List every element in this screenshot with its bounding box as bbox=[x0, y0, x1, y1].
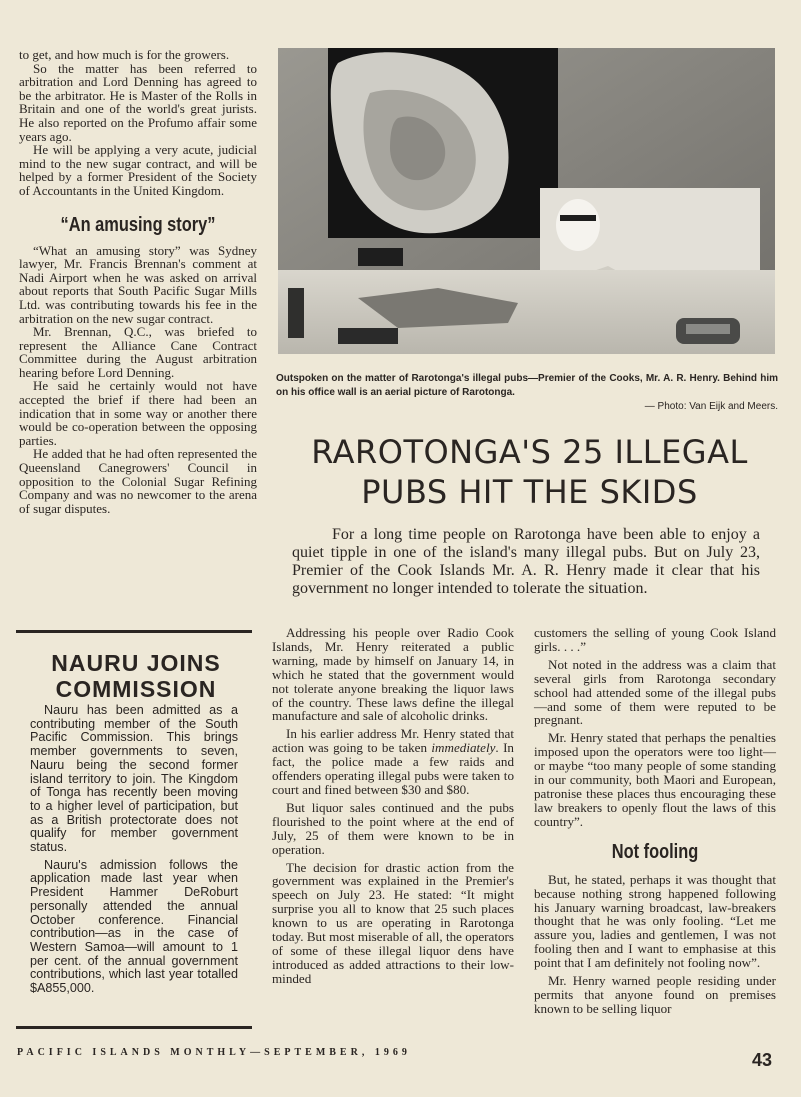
emphasis: immediately bbox=[431, 740, 496, 756]
left-column bbox=[19, 48, 257, 515]
paragraph: customers the selling of young Cook Island girls. . . .” bbox=[534, 625, 776, 654]
paragraph bbox=[272, 727, 514, 797]
standfirst-text: For a long time people on Rarotonga have been able to enjoy a quiet tipple in one of the island's many illegal pubs. But on July 23, Premier of the Cook Islands Mr. A. R. Henry made it clear that his government no longer intended to tolerate the situation. bbox=[292, 526, 760, 597]
paragraph: Mr. Brennan, Q.C., was briefed to represent the Alliance Cane Contract Committee during the August arbitration hearing before Lord Denning. bbox=[19, 324, 257, 380]
paragraph: Nauru's admission follows the application made last year when President Hammer DeRoburt personally attended the annual October conference. Financial contribution—as in the case of Western Samoa—will amount to 1 per cent. of the annual government contributions, which last year totalled $A855,000. bbox=[30, 857, 238, 996]
paragraph: to get, and how much is for the growers. bbox=[19, 47, 230, 62]
paragraph: Mr. Henry warned people residing under permits that anyone found on premises known to be selling liquor bbox=[534, 973, 776, 1016]
paragraph: “What an amusing story” was Sydney lawyer, Mr. Francis Brennan's comment at Nadi Airport when he was asked on arrival about reports that South Pacific Sugar Mills Ltd. was contributing towards his fee in the arbitration on the new sugar contract. bbox=[19, 242, 257, 326]
divider-rule bbox=[16, 630, 252, 633]
photo-credit: — Photo: Van Eijk and Meers. bbox=[644, 401, 778, 412]
paragraph: He added that he had often represented the Queensland Canegrowers' Council in opposition to the Colonial Sugar Refining Company and was no newcomer to the arena of sugar disputes. bbox=[19, 446, 257, 516]
paragraph: The decision for drastic action from the government was explained in the Premier's speech on July 23. He stated: “It might surprise you all to know that 25 such places known to us are operating in Rarotonga today. But most miserable of all, the operators of some of these illegal liquor dens have introduced as added attractions to their low-minded bbox=[272, 859, 514, 986]
caption-text: Outspoken on the matter of Rarotonga's illegal pubs—Premier of the Cooks, Mr. A. R. Henry. Behind him on his office wall is an aerial picture of Rarotonga. bbox=[276, 373, 778, 398]
paragraph: Nauru has been admitted as a contributing member of the South Pacific Commission. This brings member governments to seven, Nauru being the second former island territory to join. The Kingdom of Tonga has recently been moving to a higher level of participation, but as a British protectorate does not qualify for member government status. bbox=[30, 703, 238, 855]
paragraph: Mr. Henry stated that perhaps the penalties imposed upon the operators were too light—or maybe “too many people of some standing in our community, both Maori and European, patronise these places thus encouraging these law breakers to openly flout the laws of this country”. bbox=[534, 730, 776, 829]
page-number: 43 bbox=[752, 1050, 773, 1070]
headline-line: RAROTONGA'S 25 ILLEGAL bbox=[311, 433, 748, 471]
right-column bbox=[534, 626, 776, 1020]
premier-photo bbox=[278, 48, 775, 354]
paragraph: So the matter has been referred to arbitration and Lord Denning has agreed to be the arbitrator. He is Master of the Rolls in Britain and one of the world's great jurists. He also reported on the Profumo affair some years ago. bbox=[19, 60, 257, 144]
paragraph: But, he stated, perhaps it was thought that because nothing strong happened following his January warning broadcast, law-breakers thought that he was only fooling. “Let me assure you, ladies and gentlemen, I was not fooling then and I want to emphasise at this point that I am definitely not fooling now”. bbox=[534, 871, 776, 971]
paragraph: Addressing his people over Radio Cook Islands, Mr. Henry reiterated a public warning, made by himself on January 14, in which he stated that the government would not tolerate anyone breaking the liquor laws of the country. These laws define the illegal manufacture and sale of alcoholic drinks. bbox=[272, 625, 514, 724]
middle-column bbox=[272, 626, 514, 990]
section-heading-amusing-story: “An amusing story” bbox=[60, 213, 216, 236]
photo-illustration bbox=[278, 48, 775, 354]
photo-caption bbox=[276, 372, 778, 414]
main-headline bbox=[282, 432, 777, 512]
standfirst bbox=[292, 526, 760, 598]
nauru-headline: NAURU JOINS COMMISSION bbox=[51, 650, 221, 702]
section-heading-not-fooling: Not fooling bbox=[611, 840, 699, 863]
text-run: . In fact, the police made a few raids and offenders operating illegal pubs were taken to court and fined between $30 and $80. bbox=[272, 740, 514, 797]
paragraph: Not noted in the address was a claim that several girls from Rarotonga secondary school had attended some of the illegal pubs—and some of them were reputed to be pregnant. bbox=[534, 656, 776, 728]
paragraph: He will be applying a very acute, judicial mind to the new sugar contract, and will be helped by a former President of the Society of Accountants in the United Kingdom. bbox=[19, 142, 257, 198]
paragraph: He said he certainly would not have accepted the brief if there had been an indication that in some way or another there would be co-operation between the opposing parties. bbox=[19, 378, 257, 448]
page-footer: PACIFIC ISLANDS MONTHLY—SEPTEMBER, 1969 bbox=[17, 1047, 411, 1058]
paragraph: But liquor sales continued and the pubs flourished to the point where at the end of July, 25 of them were known to be in operation. bbox=[272, 799, 514, 857]
headline-line: PUBS HIT THE SKIDS bbox=[361, 473, 698, 511]
nauru-article bbox=[30, 704, 238, 996]
text-run: In his earlier address Mr. Henry stated that action was going to be taken bbox=[272, 726, 514, 756]
divider-rule bbox=[16, 1026, 252, 1029]
